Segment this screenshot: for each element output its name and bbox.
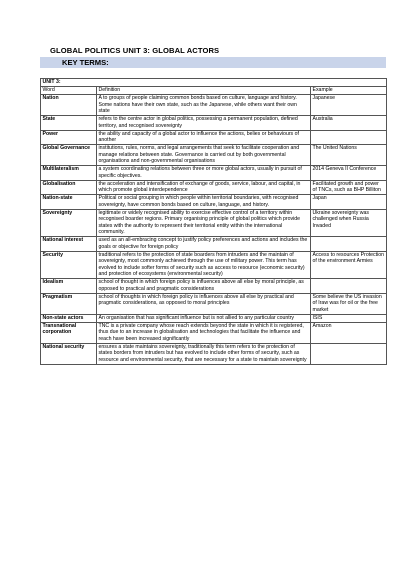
definition-cell: the acceleration and intensification of exchange of goods, service, labour, and capital, in which promote global interdependence <box>97 180 311 195</box>
example-cell <box>311 237 387 252</box>
definition-cell: A to groups of people claiming common bonds based on culture, language and history. Some nations have their own state, such as the Japanese, while others want their own state <box>97 95 311 116</box>
table-row <box>41 195 387 210</box>
example-cell <box>311 130 387 145</box>
example-cell: Some believe the US invasion of Iraw was for oil or the free market <box>311 293 387 314</box>
term-cell: Security <box>41 251 97 279</box>
example-cell: The United Nations <box>311 145 387 166</box>
unit-label: UNIT 3: <box>41 79 387 87</box>
term-cell: Global Governance <box>41 145 97 166</box>
definition-cell: the ability and capacity of a global actor to influence the actions, belies or behaviours of another <box>97 130 311 145</box>
table-row <box>41 279 387 294</box>
definition-cell: school of thought in which foreign policy is influences above all else by moral principle, as opposed to practical and pragmatic considerations <box>97 279 311 294</box>
definition-cell: ensures a state maintains sovereignty, traditionally this term refers to the protection of states borders from intruders but has evolved to include other forms of security, such as resource and environmental security, that are necessary for a state to maintain sovereignty <box>97 343 311 364</box>
unit-row <box>41 79 387 87</box>
term-cell: Transnational corporation <box>41 322 97 343</box>
example-cell <box>311 279 387 294</box>
table-row <box>41 209 387 237</box>
table-row <box>41 314 387 322</box>
table-row <box>41 343 387 364</box>
key-terms-table <box>40 78 387 365</box>
header-row <box>41 87 387 95</box>
header-word: Word <box>41 87 97 95</box>
example-cell: Access to resources Protection of the environment Armies <box>311 251 387 279</box>
definition-cell: a system coordinating relations between three or more global actors, usually in pursuit of specific objectives. <box>97 166 311 181</box>
table-row <box>41 180 387 195</box>
definition-cell: traditional refers to the protection of state boarders from intruders and the maintain of sovereignty, most commonly achieved through the use of military power. This term has evolved to include softer forms of security such as access to resource (economic security) and protection of ecosystems (environmental security) <box>97 251 311 279</box>
term-cell: Nation <box>41 95 97 116</box>
definition-cell: refers to the centre actor in global politics, possessing a permanent population, defined territory, and recognised sovereignty <box>97 116 311 131</box>
table-row <box>41 166 387 181</box>
term-cell: Non-state actors <box>41 314 97 322</box>
term-cell: Globalisation <box>41 180 97 195</box>
page-title: GLOBAL POLITICS UNIT 3: GLOBAL ACTORS <box>50 46 220 55</box>
term-cell: Nation-state <box>41 195 97 210</box>
table-row <box>41 251 387 279</box>
header-definition: Definition <box>97 87 311 95</box>
definition-cell: used as an all-embracing concept to justify policy preferences and actions and includes the goals or objective for foreign policy <box>97 237 311 252</box>
definition-cell: An organisation that has significant influence but is not allied to any particular country <box>97 314 311 322</box>
term-cell: National interest <box>41 237 97 252</box>
term-cell: Idealism <box>41 279 97 294</box>
definition-cell: legitimate or widely recognised ability to exercise effective control of a territory within recognised boarder regions. Primary organising principle of global politics which provide states with the authority to represent their territorial entity within the international community. <box>97 209 311 237</box>
example-cell <box>311 343 387 364</box>
term-cell: Multilateralism <box>41 166 97 181</box>
example-cell: ISIS <box>311 314 387 322</box>
table-row <box>41 293 387 314</box>
example-cell: Ukraine sovereignty was challenged when Russia Invaded <box>311 209 387 237</box>
table-row <box>41 116 387 131</box>
definition-cell: school of thoughts in which foreign policy is influences above all else by practical and pragmatic considerations, as opposed to moral principles <box>97 293 311 314</box>
table-row <box>41 95 387 116</box>
key-terms-heading: KEY TERMS: <box>62 58 109 67</box>
example-cell: Japanese <box>311 95 387 116</box>
term-cell: State <box>41 116 97 131</box>
definition-cell: institutions, rules, norms, and legal arrangements that seek to facilitate cooperation and manage relations between state. Governance is carried out by both governmental organisations and non-governmental organisations <box>97 145 311 166</box>
example-cell: Australia <box>311 116 387 131</box>
table-row <box>41 237 387 252</box>
example-cell: Facilitated growth and power of TNCs, such as BHP Billiton <box>311 180 387 195</box>
table-row <box>41 322 387 343</box>
table-row <box>41 145 387 166</box>
example-cell: 2014 Geneva II Conference <box>311 166 387 181</box>
example-cell: Amazon <box>311 322 387 343</box>
term-cell: Sovereignty <box>41 209 97 237</box>
key-terms-banner <box>40 57 386 68</box>
term-cell: National security <box>41 343 97 364</box>
definition-cell: Political or social grouping in which people within territorial boundaries, with recognised sovereignty, have common bonds based on culture, language, and history. <box>97 195 311 210</box>
term-cell: Pragmatism <box>41 293 97 314</box>
definition-cell: TNC is a private company whose reach extends beyond the state in which it is registered, thus due to an increase in globalisation and technologies that facilitate the influence and reach have been increased significantly <box>97 322 311 343</box>
term-cell: Power <box>41 130 97 145</box>
header-example: Example <box>311 87 387 95</box>
example-cell: Japan <box>311 195 387 210</box>
table-row <box>41 130 387 145</box>
